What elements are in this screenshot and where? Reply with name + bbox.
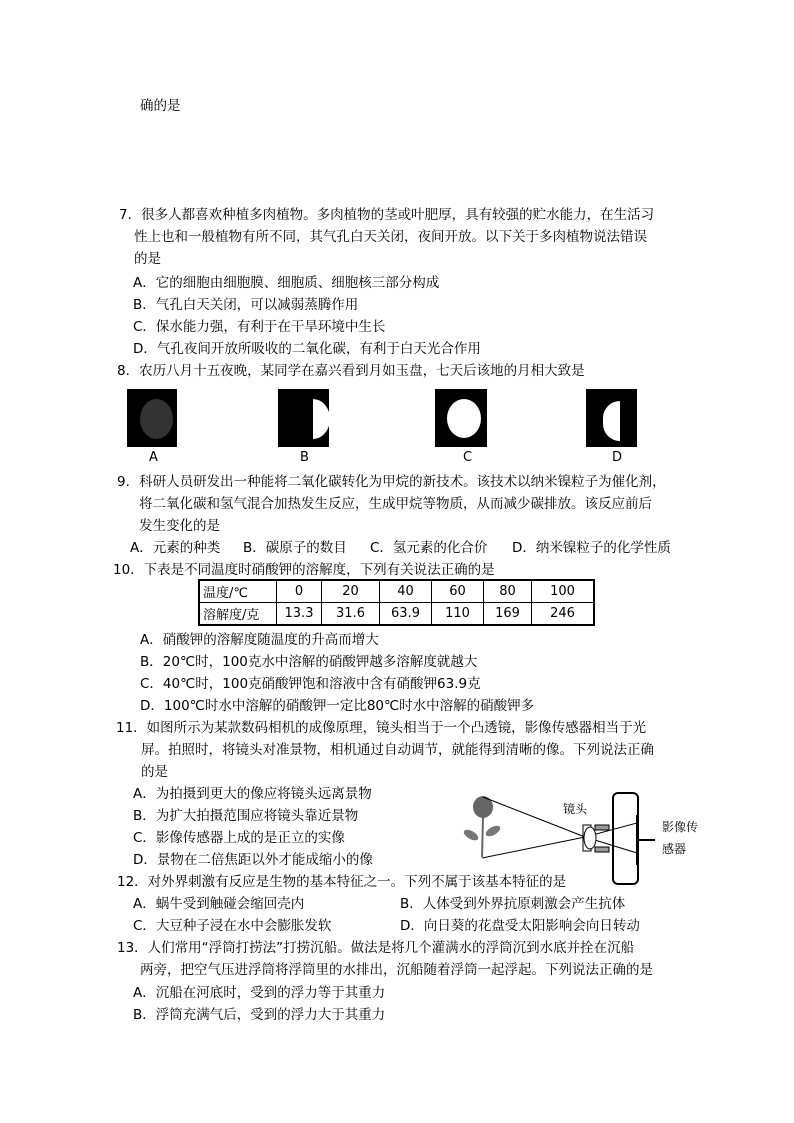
question-text: 13．人们常用“浮筒打捞法”打捞沉船。做法是将几个灌满水的浮筒沉到水底并拴在沉船 [117,940,635,956]
option-b: B．人体受到外界抗原刺激会产生抗体 [400,896,626,912]
option-d: D．100℃时水中溶解的硝酸钾一定比80℃时水中溶解的硝酸钾多 [140,698,535,714]
question-text: 屏。拍照时，将镜头对准景物，相机通过自动调节，就能得到清晰的像。下列说法正确 [141,742,654,758]
question-text: 11．如图所示为某款数码相机的成像原理，镜头相当于一个凸透镜，影像传感器相当于光 [116,720,647,736]
moon-label: D [612,450,623,465]
table-cell: 169 [484,603,532,626]
option-c: C．氢元素的化合价 [370,540,488,556]
moon-label: A [149,450,158,465]
table-cell: 80 [484,580,532,603]
question-text: 性上也和一般植物有所不同，其气孔白天关闭，夜间开放。以下关于多肉植物说法错误 [134,229,647,245]
lens-label: 镜头 [563,802,588,816]
moon-full-image [435,389,487,447]
option-d: D．纳米镍粒子的化学性质 [512,540,671,556]
table-row [199,603,594,626]
option-c: C．影像传感器上成的是正立的实像 [133,830,345,846]
camera-diagram [455,785,755,885]
table-cell: 0 [277,580,322,603]
question-text: 10．下表是不同温度时硝酸钾的溶解度，下列有关说法正确的是 [113,562,495,578]
option-b: B．碳原子的数目 [243,540,347,556]
option-d: D．景物在二倍焦距以外才能成缩小的像 [133,852,373,868]
question-text: 的是 [141,764,168,780]
camera-body [613,793,638,884]
option-c: C．保水能力强，有利于在干旱环境中生长 [133,319,386,335]
table-cell: 40 [380,580,432,603]
question-text: 7．很多人都喜欢种植多肉植物。多肉植物的茎或叶肥厚，具有较强的贮水能力，在生活习 [119,207,655,223]
option-a: A．元素的种类 [130,540,221,556]
option-c: C．40℃时，100克硝酸钾饱和溶液中含有硝酸钾63.9克 [140,676,481,692]
option-b: B．浮筒充满气后，受到的浮力大于其重力 [133,1007,386,1023]
table-cell: 110 [432,603,484,626]
table-cell: 63.9 [380,603,432,626]
table-cell: 246 [532,603,595,626]
question-text: 发生变化的是 [139,518,220,534]
table-cell: 20 [322,580,380,603]
table-row [199,580,594,603]
previous-question-tail: 确的是 [140,98,181,114]
option-a: A．它的细胞由细胞膜、细胞质、细胞核三部分构成 [133,275,440,291]
light-ray [482,837,585,858]
question-text: 8．农历八月十五夜晚，某同学在嘉兴看到月如玉盘，七天后该地的月相大致是 [117,363,585,379]
question-text: 将二氧化碳和氢气混合加热发生反应，生成甲烷等物质，从而减少碳排放。该反应前后 [139,496,652,512]
moon-label: C [463,450,473,465]
question-text: 的是 [134,251,161,267]
table-cell: 31.6 [322,603,380,626]
option-a: A．为拍摄到更大的像应将镜头远离景物 [133,786,372,802]
option-c: C．大豆种子浸在水中会膨胀发软 [133,918,332,934]
option-b: B．气孔白天关闭，可以减弱蒸腾作用 [133,297,359,313]
moon-first-quarter-image [278,389,329,447]
option-d: D．向日葵的花盘受太阳影响会向日转动 [400,918,640,934]
moon-last-quarter-image [586,389,637,447]
option-a: A．硝酸钾的溶解度随温度的升高而增大 [140,632,379,648]
table-header-cell: 溶解度/克 [199,603,277,626]
solubility-table [198,579,595,626]
option-b: B．20℃时，100克水中溶解的硝酸钾越多溶解度就越大 [140,654,478,670]
table-cell: 100 [532,580,595,603]
sensor-label: 影像传 [662,820,699,834]
option-a: A．蜗牛受到触碰会缩回壳内 [133,896,305,912]
moon-label: B [300,450,309,465]
table-cell: 13.3 [277,603,322,626]
moon-new-image [127,389,177,447]
sensor-label: 感器 [662,842,687,856]
question-text: 9．科研人员研发出一种能将二氧化碳转化为甲烷的新技术。该技术以纳米镍粒子为催化剂， [117,474,666,490]
table-header-cell: 温度/℃ [199,580,277,603]
option-b: B．为扩大拍摄范围应将镜头靠近景物 [133,808,359,824]
question-text: 两旁，把空气压进浮筒将浮筒里的水排出，沉船随着浮筒一起浮起。下列说法正确的是 [140,962,653,978]
table-cell: 60 [432,580,484,603]
question-text: 12．对外界刺激有反应是生物的基本特征之一。下列不属于该基本特征的是 [117,874,567,890]
option-a: A．沉船在河底时，受到的浮力等于其重力 [133,985,386,1001]
option-d: D．气孔夜间开放所吸收的二氧化碳，有利于白天光合作用 [133,341,481,357]
flower-icon [462,796,502,857]
